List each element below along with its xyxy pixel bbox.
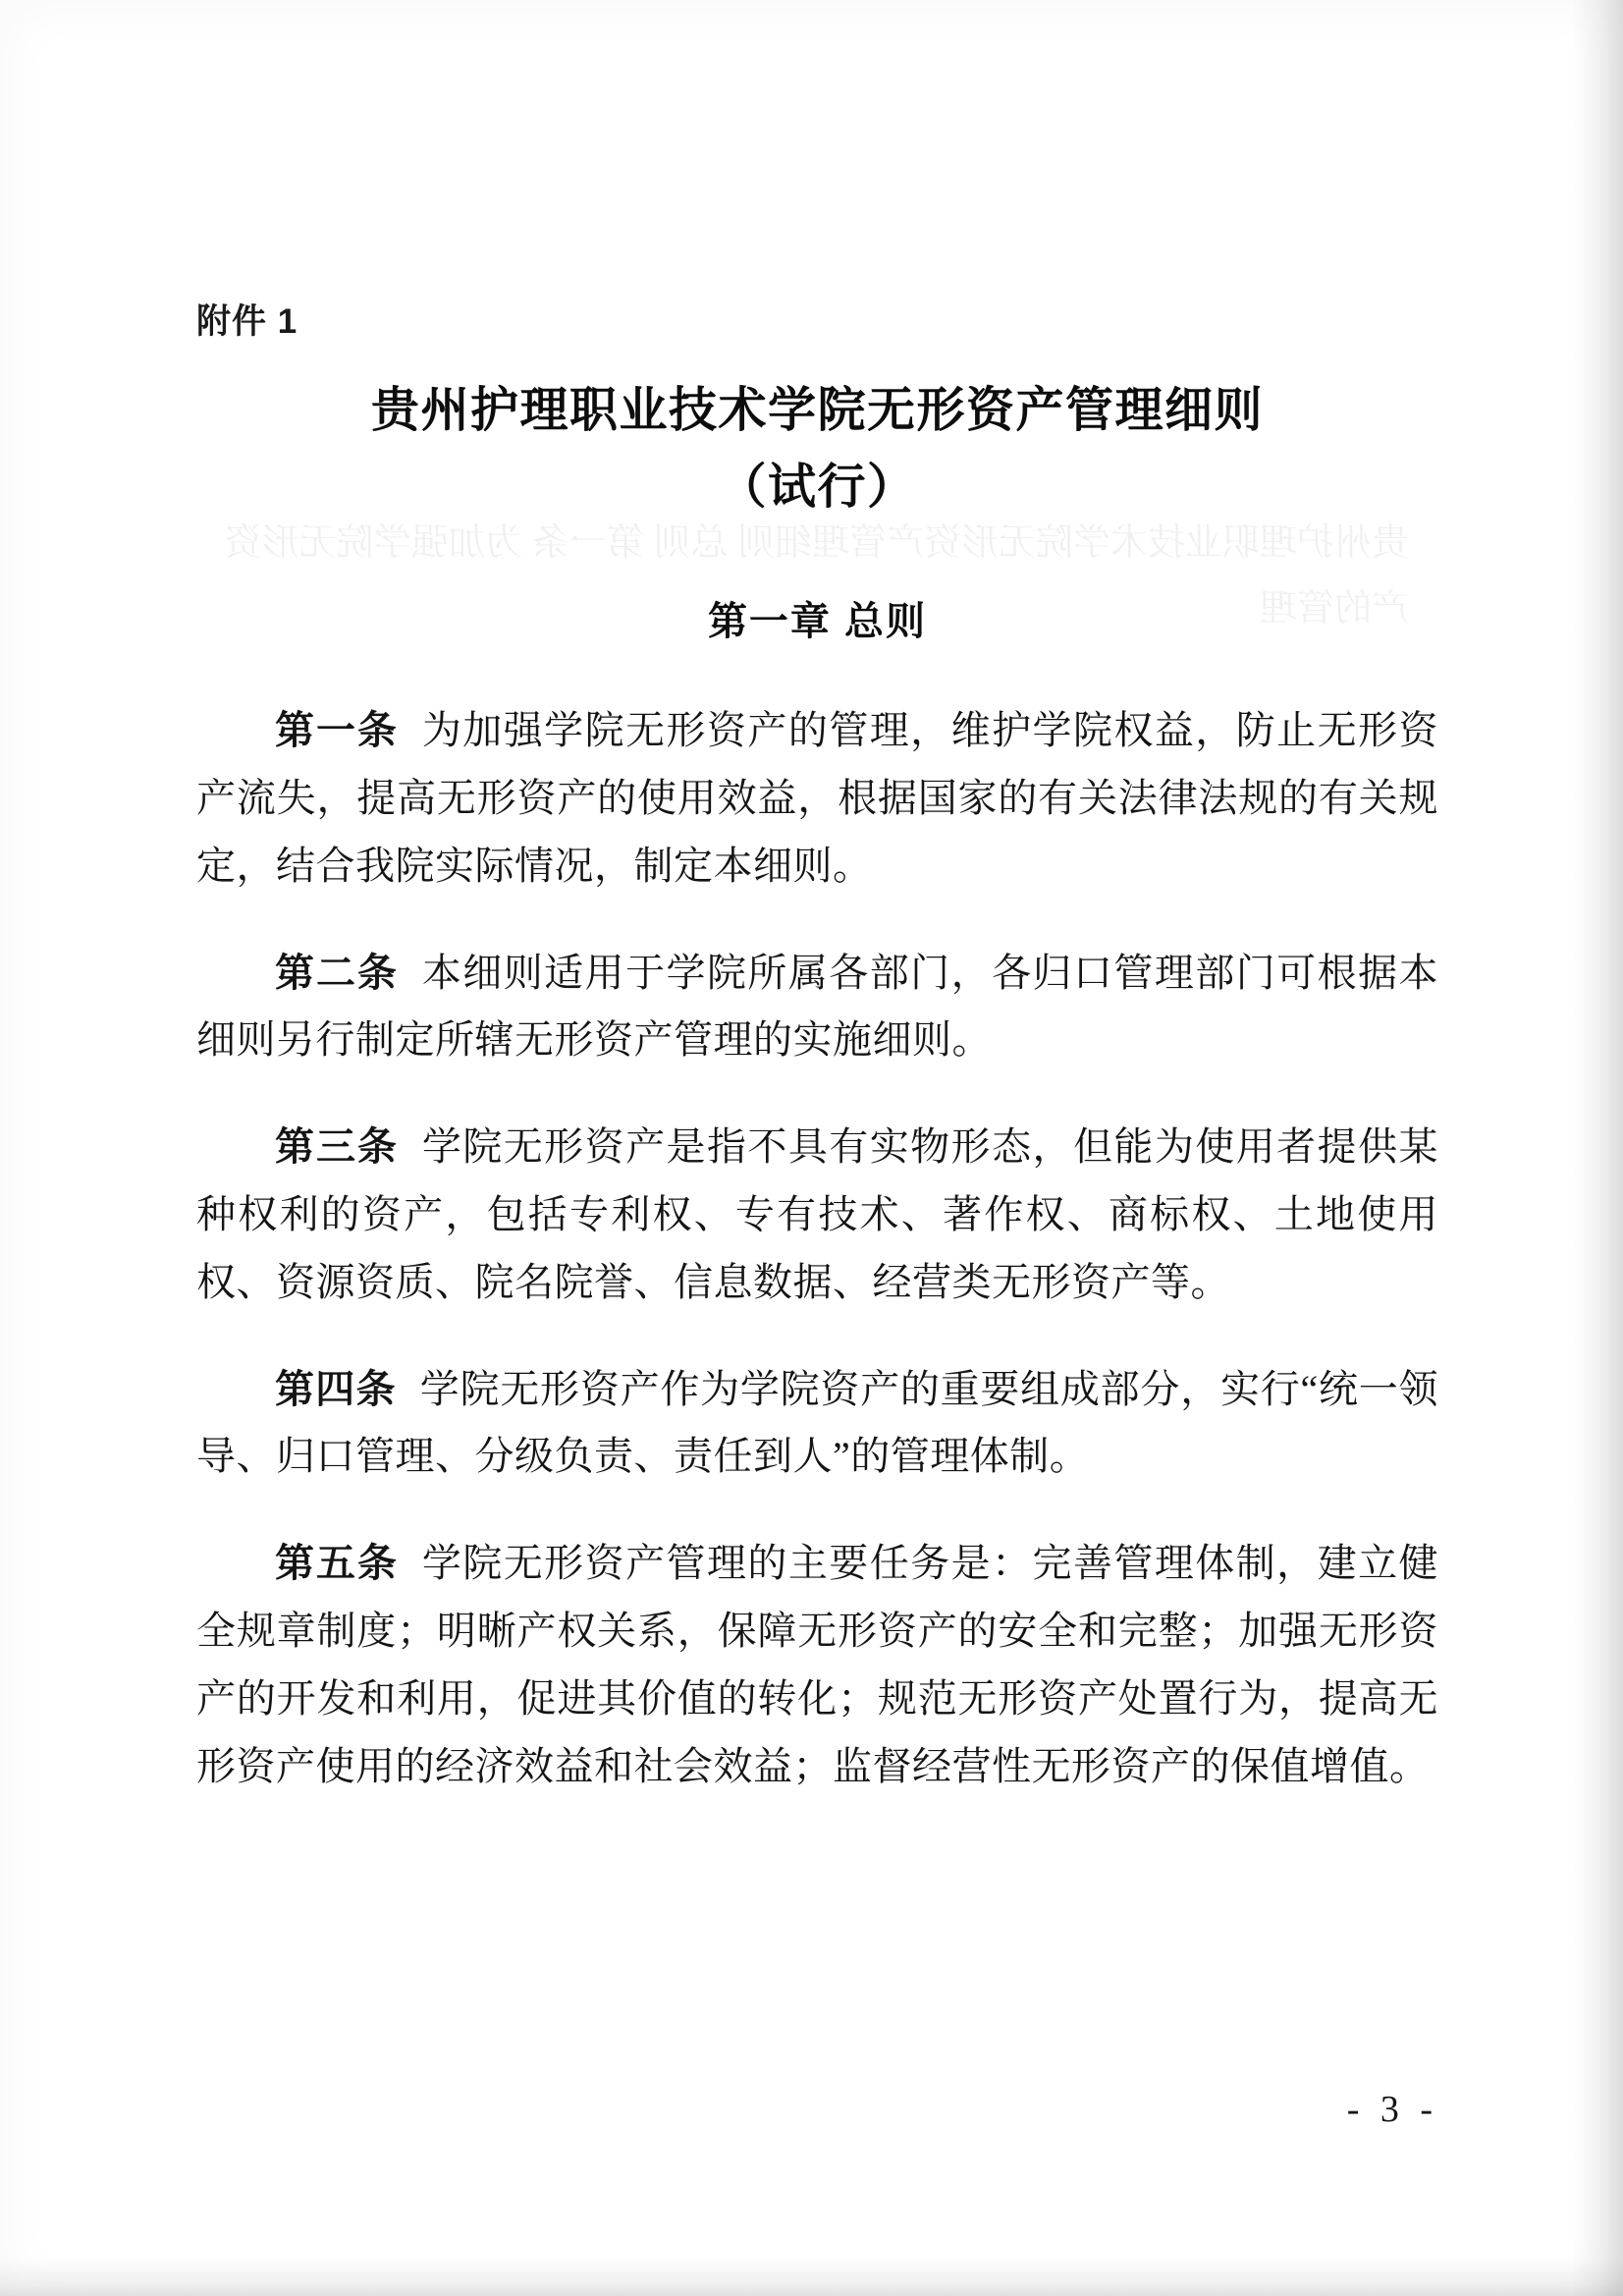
article-number: 第五条 bbox=[275, 1542, 399, 1586]
article-paragraph bbox=[196, 1114, 1438, 1316]
paper-edge-shadow-bottom bbox=[0, 2257, 1623, 2296]
article-text: 为加强学院无形资产的管理，维护学院权益，防止无形资产流失，提高无形资产的使用效益，根据国家的有关法律法规的有关规定，结合我院实际情况，制定本细则。 bbox=[196, 708, 1439, 888]
page-title-line-1: 贵州护理职业技术学院无形资产管理细则 bbox=[370, 384, 1264, 437]
article-text: 学院无形资产作为学院资产的重要组成部分，实行“统一领导、归口管理、分级负责、责任到人”的管理体制。 bbox=[196, 1366, 1438, 1479]
article-number: 第二条 bbox=[275, 951, 399, 995]
article-number: 第四条 bbox=[275, 1367, 397, 1411]
page-title bbox=[196, 377, 1438, 521]
page-number: - 3 - bbox=[1346, 2089, 1438, 2130]
article-number: 第三条 bbox=[275, 1125, 399, 1170]
bleed-through-ghost-text: 贵州护理职业技术学院无形资产管理细则 总则 第一条 为加强学院无形资产的管理 bbox=[224, 522, 1409, 629]
chapter-heading: 第一章 总则 bbox=[707, 600, 928, 644]
article-text: 学院无形资产是指不具有实物形态，但能为使用者提供某种权利的资产，包括专利权、专有技术、著作权、商标权、土地使用权、资源资质、院名院誉、信息数据、经营类无形资产等。 bbox=[196, 1124, 1439, 1304]
document-content bbox=[196, 295, 1438, 1804]
article-number: 第一条 bbox=[275, 709, 399, 753]
paper-edge-shadow-right bbox=[1572, 0, 1623, 2296]
article-paragraph bbox=[196, 1530, 1438, 1800]
article-paragraph bbox=[196, 940, 1438, 1075]
article-text: 学院无形资产管理的主要任务是：完善管理体制，建立健全规章制度；明晰产权关系，保障无形资产的安全和完整；加强无形资产的开发和利用，促进其价值的转化；规范无形资产处置行为，提高无形资产使用的经济效益和社会效益；监督经营性无形资产的保值增值。 bbox=[196, 1541, 1439, 1788]
article-paragraph bbox=[196, 1356, 1438, 1492]
page-title-line-2: （试行） bbox=[718, 460, 917, 514]
article-text: 本细则适用于学院所属各部门，各归口管理部门可根据本细则另行制定所辖无形资产管理的实施细则。 bbox=[196, 950, 1439, 1063]
attachment-label: 附件 1 bbox=[196, 302, 298, 341]
article-paragraph bbox=[196, 697, 1438, 900]
